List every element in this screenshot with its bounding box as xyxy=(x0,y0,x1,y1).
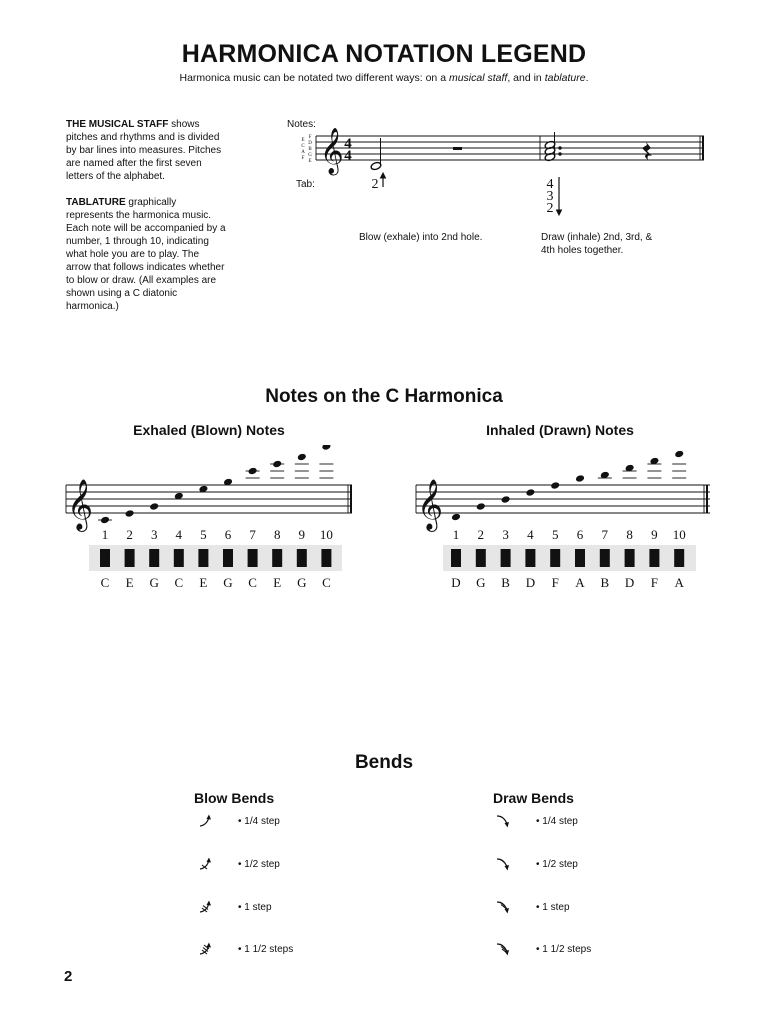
exhaled-staff-diagram xyxy=(60,445,360,590)
harmonica-hole xyxy=(198,549,208,567)
harmonica-hole xyxy=(525,549,535,567)
treble-clef-icon: 𝄞 xyxy=(320,128,344,173)
note-letter: C xyxy=(174,575,184,590)
draw-tab-number: 3 xyxy=(546,189,554,204)
harmonica-hole xyxy=(501,549,511,567)
note-head xyxy=(272,460,282,469)
harmonica-hole xyxy=(321,549,331,567)
hole-number: 4 xyxy=(175,527,183,542)
time-signature-bottom: 4 xyxy=(344,148,352,164)
tablature-description: TABLATURE graphically represents the harmonica music. Each note will be accompanied by a number, 1 through 10, indicating what hole you are to play. The arrow that follows indicates whether to blow or draw. (All examples are shown using a C diatonic harmonica.) xyxy=(66,197,226,312)
hole-number: 4 xyxy=(527,527,534,542)
draw-bend-label: • 1 step xyxy=(536,902,570,913)
note-letter: D xyxy=(451,575,461,590)
hole-number: 9 xyxy=(298,527,306,542)
note-letter: F xyxy=(551,575,559,590)
inhaled-notes-title: Inhaled (Drawn) Notes xyxy=(486,422,634,438)
space-letter: B xyxy=(308,147,312,152)
note-head xyxy=(674,450,684,459)
note-letter: G xyxy=(223,575,233,590)
harmonica-hole xyxy=(476,549,486,567)
hole-number: 9 xyxy=(651,527,658,542)
note-head xyxy=(100,516,110,525)
blow-bend-label: • 1/2 step xyxy=(238,859,280,870)
inhaled-staff-diagram xyxy=(410,445,710,590)
quarter-step-bend-icon xyxy=(196,812,214,835)
page-number: 2 xyxy=(64,968,73,985)
note-letter: D xyxy=(525,575,536,590)
blow-bend-label: • 1/4 step xyxy=(238,816,280,827)
draw-bend-label: • 1/2 step xyxy=(536,859,578,870)
hole-number: 6 xyxy=(576,527,584,542)
draw-bend-label: • 1/4 step xyxy=(536,816,578,827)
harmonica-hole xyxy=(674,549,684,567)
quarter-rest-icon xyxy=(642,142,652,160)
half-rest-icon xyxy=(453,147,462,150)
note-head xyxy=(451,513,461,522)
note-head xyxy=(321,445,331,451)
note-letter: B xyxy=(600,575,610,590)
note-head xyxy=(501,495,511,504)
treble-clef-icon: 𝄞 xyxy=(417,480,444,529)
harmonica-hole xyxy=(451,549,461,567)
note-letter: A xyxy=(575,575,585,590)
note-head xyxy=(575,474,585,483)
half-step-bend-icon xyxy=(196,855,214,878)
hole-number: 5 xyxy=(200,527,207,542)
inhaled-note-heads xyxy=(451,450,686,522)
page-title: HARMONICA NOTATION LEGEND xyxy=(181,40,587,68)
harmonica-hole xyxy=(149,549,159,567)
hole-number: 6 xyxy=(224,527,232,542)
harmonica-hole xyxy=(223,549,233,567)
draw-bend-label: • 1 1/2 steps xyxy=(536,944,592,955)
hole-number: 8 xyxy=(273,527,281,542)
note-letter: G xyxy=(297,575,307,590)
draw-caption: Draw (inhale) 2nd, 3rd, & 4th holes together. xyxy=(541,232,653,256)
space-letter: D xyxy=(308,141,312,146)
hole-number: 10 xyxy=(319,527,333,542)
harmonica-hole xyxy=(550,549,560,567)
note-letter: E xyxy=(199,575,208,590)
blow-bend-label: • 1 step xyxy=(238,902,272,913)
line-letter: A xyxy=(301,150,305,155)
note-head xyxy=(149,502,159,511)
hole-number: 10 xyxy=(672,527,686,542)
hole-number: 8 xyxy=(626,527,633,542)
note-letter: A xyxy=(674,575,684,590)
notation-example xyxy=(290,120,720,230)
note-letter: F xyxy=(650,575,659,590)
blow-tab-number: 2 xyxy=(371,177,379,192)
hole-number: 3 xyxy=(502,527,509,542)
harmonica-hole xyxy=(100,549,110,567)
tab-label: Tab: xyxy=(296,179,315,190)
note-letter: C xyxy=(322,575,331,590)
hole-number: 1 xyxy=(452,527,460,542)
note-head xyxy=(476,502,486,511)
line-letter: E xyxy=(301,138,305,143)
step-and-half-bend-icon xyxy=(196,940,214,963)
harmonica-hole xyxy=(600,549,610,567)
note-head xyxy=(125,509,135,518)
step-and-half-bend-icon xyxy=(494,940,512,963)
hole-number: 3 xyxy=(150,527,158,542)
line-letter: F xyxy=(301,156,305,161)
hole-number: 2 xyxy=(477,527,485,542)
half-step-bend-icon xyxy=(494,855,512,878)
space-letter: E xyxy=(308,159,312,164)
draw-tab-number: 4 xyxy=(546,177,554,192)
notes-label: Notes: xyxy=(287,119,316,130)
chord-dotted-half xyxy=(544,132,561,162)
draw-bends-title: Draw Bends xyxy=(493,790,574,806)
hole-number: 7 xyxy=(601,527,609,542)
note-letter: G xyxy=(476,575,486,590)
note-head xyxy=(550,481,560,490)
note-head xyxy=(525,488,535,497)
notes-section-title: Notes on the C Harmonica xyxy=(265,386,503,407)
note-letter: E xyxy=(273,575,282,590)
harmonica-hole xyxy=(297,549,307,567)
hole-number: 7 xyxy=(249,527,256,542)
note-letter: G xyxy=(149,575,159,590)
note-letter: C xyxy=(100,575,110,590)
blow-arrow-icon xyxy=(381,173,386,187)
blow-bend-label: • 1 1/2 steps xyxy=(238,944,294,955)
harmonica-hole xyxy=(248,549,258,567)
note-letter: C xyxy=(248,575,257,590)
blow-caption: Blow (exhale) into 2nd hole. xyxy=(359,232,483,243)
note-letter: B xyxy=(501,575,510,590)
note-head xyxy=(248,467,258,476)
harmonica-hole xyxy=(272,549,282,567)
harmonica-hole xyxy=(649,549,659,567)
blow-bends-title: Blow Bends xyxy=(194,790,275,806)
exhaled-notes-title: Exhaled (Blown) Notes xyxy=(133,422,285,438)
page-subtitle: Harmonica music can be notated two different ways: on a musical staff, and in tablature. xyxy=(179,72,589,84)
note-letter: E xyxy=(125,575,134,590)
note-head xyxy=(297,453,307,462)
draw-tab-number: 2 xyxy=(546,201,554,216)
harmonica-hole xyxy=(625,549,635,567)
space-letter: F xyxy=(308,135,312,140)
line-letter: C xyxy=(301,144,305,149)
musical-staff-description: THE MUSICAL STAFF shows pitches and rhythms and is divided by bar lines into measures. Pitches are named after the first seven letters of the alphabet. xyxy=(66,119,222,182)
quarter-step-bend-icon xyxy=(494,812,512,835)
space-letter: G xyxy=(308,153,312,158)
hole-number: 1 xyxy=(101,527,109,542)
time-signature-top: 4 xyxy=(344,136,352,152)
harmonica-hole xyxy=(575,549,585,567)
harmonica-hole xyxy=(174,549,184,567)
hole-number: 5 xyxy=(551,527,559,542)
whole-step-bend-icon xyxy=(196,898,214,921)
whole-step-bend-icon xyxy=(494,898,512,921)
bends-title: Bends xyxy=(354,752,414,773)
harmonica-hole xyxy=(125,549,135,567)
hole-number: 2 xyxy=(126,527,133,542)
draw-arrow-icon xyxy=(557,177,562,215)
treble-clef-icon: 𝄞 xyxy=(67,480,94,529)
note-letter: D xyxy=(624,575,635,590)
